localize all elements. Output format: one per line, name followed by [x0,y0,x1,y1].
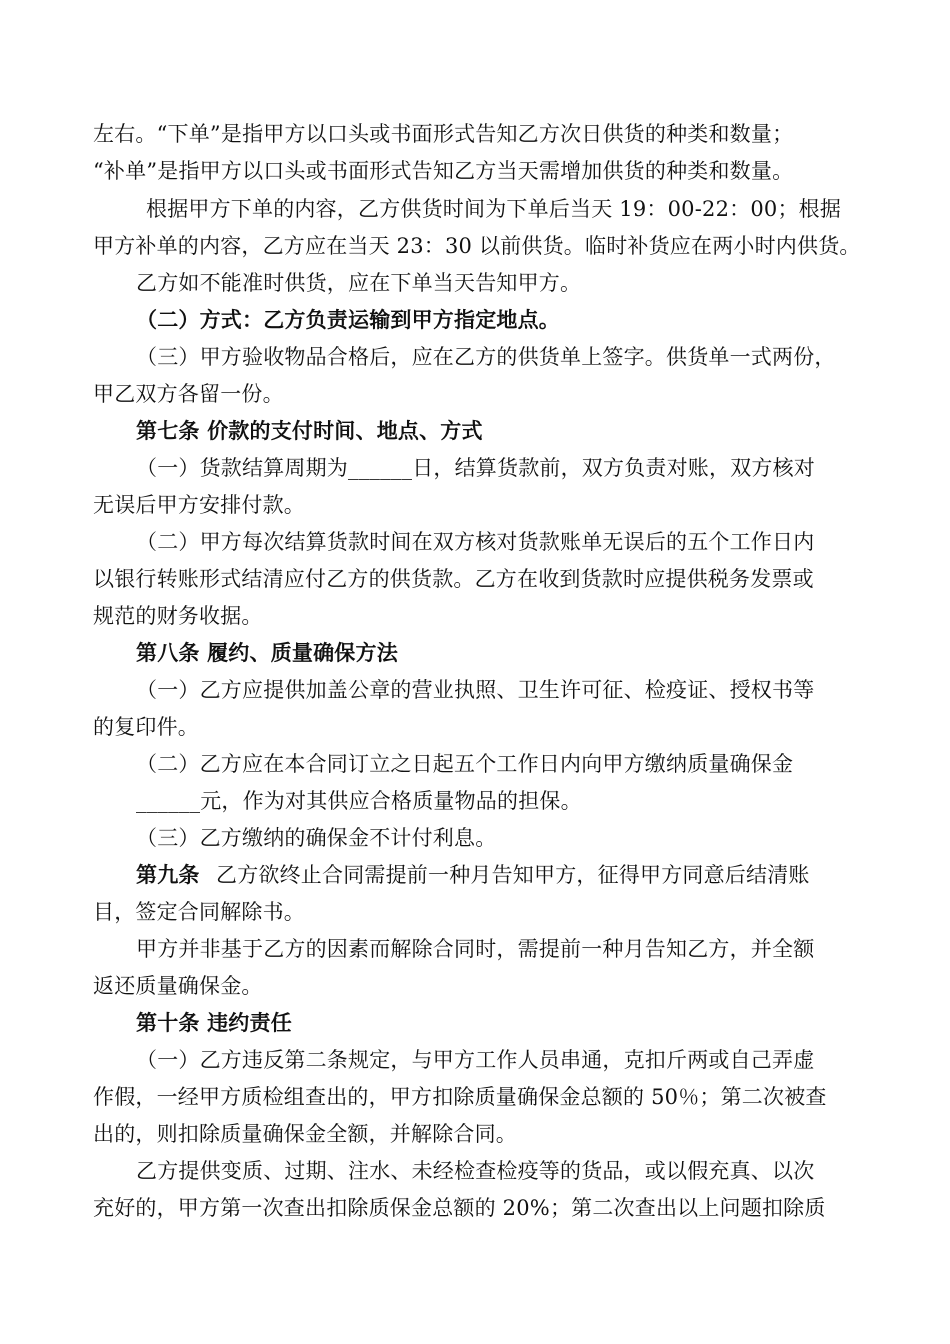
body-line: “补单”是指甲方以口头或书面形式告知乙方当天需增加供货的种类和数量。 [93,159,794,183]
body-line: 乙方提供变质、过期、注水、未经检查检疫等的货品，或以假充真、以次 [136,1159,815,1183]
body-line: 规范的财务收据。 [93,604,263,628]
body-line: （三）甲方验收物品合格后，应在乙方的供货单上签字。供货单一式两份， [136,345,836,369]
body-line: 甲方并非基于乙方的因素而解除合同时，需提前一种月告知乙方，并全额 [136,937,815,961]
body-line: （一）货款结算周期为______日，结算货款前，双方负责对账，双方核对 [136,456,815,480]
article-heading: 第九条 [136,862,200,887]
body-line: （三）乙方缴纳的确保金不计付利息。 [136,826,497,850]
article-heading: 第八条 履约、质量确保方法 [136,640,398,665]
body-line: 返还质量确保金。 [93,974,263,998]
body-line: 以银行转账形式结清应付乙方的供货款。乙方在收到货款时应提供税务发票或 [93,567,814,591]
body-line: 出的，则扣除质量确保金全额，并解除合同。 [93,1122,517,1146]
article-heading: 第七条 价款的支付时间、地点、方式 [136,418,483,443]
body-line: 根据甲方下单的内容，乙方供货时间为下单后当天 19：00-22：00；根据 [146,197,842,221]
body-line: 充好的，甲方第一次查出扣除质保金总额的 20%；第二次查出以上问题扣除质 [93,1196,826,1220]
body-line: （二）乙方应在本合同订立之日起五个工作日内向甲方缴纳质量确保金 [136,752,794,776]
body-line: 左右。“下单”是指甲方以口头或书面形式告知乙方次日供货的种类和数量； [93,122,794,146]
body-line: 甲方补单的内容，乙方应在当天 23：30 以前供货。临时补货应在两小时内供货。 [93,234,861,258]
body-line: （二）甲方每次结算货款时间在双方核对货款账单无误后的五个工作日内 [136,530,815,554]
clause-item-label: （二）方式：乙方负责运输到甲方指定地点。 [136,307,560,332]
body-line: 作假，一经甲方质检组查出的，甲方扣除质量确保金总额的 50％；第二次被查 [93,1085,827,1109]
body-line: 乙方如不能准时供货，应在下单当天告知甲方。 [136,271,582,295]
article-heading: 第十条 违约责任 [136,1010,292,1035]
body-line: （一）乙方应提供加盖公章的营业执照、卫生许可征、检疫证、授权书等 [136,678,815,702]
body-line: 甲乙双方各留一份。 [93,382,284,406]
body-line: 无误后甲方安排付款。 [93,493,305,517]
body-line: （一）乙方违反第二条规定，与甲方工作人员串通，克扣斤两或自己弄虚 [136,1048,815,1072]
body-line: 乙方欲终止合同需提前一种月告知甲方，征得甲方同意后结清账 [216,863,810,887]
body-line: 的复印件。 [93,715,199,739]
body-line: ______元，作为对其供应合格质量物品的担保。 [136,789,582,813]
body-line: 目，签定合同解除书。 [93,900,305,924]
